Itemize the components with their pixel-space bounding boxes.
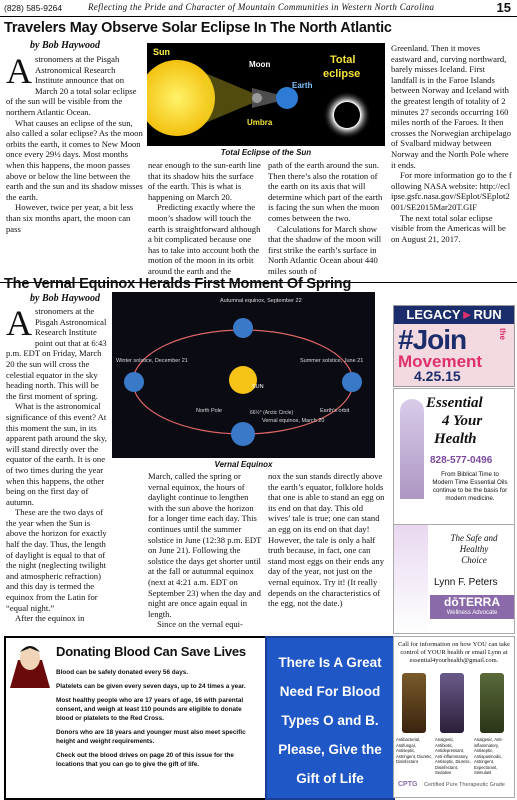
legacy-brand: LEGACY►RUN [394,306,514,324]
earth-winter [124,372,144,392]
autumnal-label: Autumnal equinox, September 22 [220,298,302,304]
equinox-diagram [112,292,375,458]
legacy-side: the [498,328,507,340]
eclipse-image [147,43,385,146]
equinox-caption: Vernal Equinox [214,460,273,469]
eclipse-col4-p1: Greenland. Then it moves eastward and, curving northward, barely misses Iceland. First landfall is in the Faroe Islands between Norway and Iceland with the greatest length of totality of 2 minutes 27 seconds occurring 160 miles north of the Faroes. It then crosses the Norwegian archipelago of Svalbard midway between Norway and the North Pole where it ends. [391,43,512,170]
blood-types-text: There Is A Great Need For Blood Types O and B. Please, Give the Gift of Life [278,655,382,786]
cptg-logo: CPTG [398,781,418,788]
equinox-col1-p2: What is the astronomical significance of this event? At this moment the sun, in its apparent path around the sky, will stand directly over the equator of the earth. It is one of two times during the year when this happens, the other being on the first day of autumn. [6,401,107,507]
legacy-movement: Movement [398,352,483,371]
moon-label: Moon [249,60,271,69]
donate-item: Most healthy people who are 17 years of age, 16 with parental consent, and weigh at least 110 pounds are eligible to donate blood or platelets to the Red Cross. [56,697,244,722]
page-number: 15 [496,0,511,15]
doterra-ad[interactable] [393,524,515,634]
donate-list [56,668,260,769]
essential-phone[interactable]: 828-577-0496 [430,455,493,466]
eclipse-col4-p2: For more information go to the following NASA website: http://eclipse.gsfc.nasa.gov/SEplot/SEplot2001/SE2015Mar20T.GIF [391,170,512,212]
header-phone: (828) 585-9264 [4,3,63,13]
equinox-headline: The Vernal Equinox Heralds First Moment Of Spring [4,276,352,292]
sun-label: SUN [252,384,264,390]
eclipse-dropcap: A [6,54,32,91]
donate-title: Donating Blood Can Save Lives [56,644,262,662]
doterra-name: Lynn F. Peters [434,577,498,588]
earth-vernal [231,422,255,446]
equinox-col-2 [148,471,263,636]
earth-label: Earth [292,81,313,90]
eclipse-col-3 [268,160,385,280]
north-pole-label: North Pole [196,408,222,414]
cptg-footer: Certified Pure Therapeutic Grade [424,782,505,788]
doterra-logo: dōTERRA Wellness Advocate [430,595,514,619]
eclipse-byline: by Bob Haywood [30,40,100,51]
sun-shape [147,60,215,136]
bottle-desc: Analgesic, Antibiotic, Antidepressant, Anti-inflammatory, Antiseptic, Diuretic, Disinfectant, Sedative [435,737,471,775]
essential-title-2: 4 Your [442,413,483,429]
legacy-run-ad[interactable] [393,305,515,387]
earth-autumn [233,318,253,338]
eclipse-caption: Total Eclipse of the Sun [220,148,312,157]
moon-shape [252,93,262,103]
equinox-col-1 [6,306,108,636]
sun-label: Sun [153,47,170,57]
equinox-col1-p4: After the equinox in [15,613,85,624]
donate-blood-ad[interactable] [4,636,268,800]
arctic-label: 66½° (Arctic Circle) [250,410,294,416]
equinox-image [112,292,375,458]
eclipse-col1-p2: What causes an eclipse of the sun, also called a solar eclipse? As the moon orbits the earth, it comes to New Moon once every 29½ days. Most months when this happens, the moon passes above or below the line between the earth and the sun and its shadow misses the earth. [6,117,143,202]
eclipse-diagram [147,43,385,146]
lavender-icon [400,399,424,499]
total-label-2: eclipse [323,68,361,80]
equinox-col3-p1: nox the sun stands directly above the earth’s equator, folklore holds that one is able to stand an egg on its end on that day. This old wives’ tale is true; one can stand an egg on its end on that day! However, the tale is only a half truth because, in fact, one can stand most eggs on their ends any day of the year, not just on the vernal equinox. Try it! (It really depends on the characteristics of the egg, not the date.) [268,471,385,609]
bottle-desc: Antibacterial, Antifungal, Antiseptic, Astringent, Diuretic, Disinfectant [396,737,433,764]
equinox-col1-p3: These are the two days of the year when the Sun is above the horizon for exactly half the day. Thus, the length of daylight is equal to that of the night (neglecting twilight and atmospheric refraction) and this day is termed the equinox from the Latin for “equal night.” [6,507,107,613]
equinox-byline: by Bob Haywood [30,293,100,304]
essential-oils-ad[interactable] [393,636,515,798]
donate-item: Platelets can be given every seven days, up to 24 times a year. [56,683,246,690]
earth-shape [276,87,298,109]
eclipse-headline: Travelers May Observe Solar Eclipse In The North Atlantic [4,20,392,36]
eclipse-col2-p1: near enough to the sun-earth line that its shadow hits the surface of the earth. This is what is happening on March 20. [148,160,261,202]
donate-item: Blood can be safely donated every 56 days. [56,669,189,676]
callinfo-text: Call for information on how YOU can take control of YOUR health or email Lynn at essential4yourhealth@gmail.com. [398,641,510,664]
vernal-label: Vernal equinox, March 20 [262,418,325,424]
page-header [0,0,517,17]
doterra-tagline: The Safe and Healthy Choice [450,533,498,565]
equinox-col2-p2: Since on the vernal equi- [157,619,243,630]
summer-label: Summer solstice, June 21 [300,358,364,364]
equinox-col-3 [268,471,385,636]
header-tagline: Reflecting the Pride and Character of Mountain Communities in Western North Carolina [88,2,435,12]
essential-health-ad[interactable] [393,388,515,525]
essential-blurb: From Biblical Time to Modern Time Essential Oils continue to be the basis for modern medicine. [432,471,508,502]
donate-item: Check out the blood drives on page 20 of this issue for the locations that you can go to give the gift of life. [56,752,234,768]
doterra-flower-panel [394,525,428,633]
eclipse-col1-p1: stronomers at the Pisgah Astronomical Research Institute announce that on March 20 a total solar eclipse of the sun will be visible from the northern Atlantic Ocean. [6,54,137,117]
eclipse-col-4 [391,43,512,280]
oil-bottle-icon [402,673,426,733]
eclipse-col3-p2: Calculations for March show that the shadow of the moon will first strike the earth’s surface in North Atlantic Ocean about 440 miles south of [268,223,382,276]
equinox-col1-p1: stronomers at the Pisgah Astronomical Research Institute point out that at 6:43 p.m. EDT on Friday, March 20 the sun will cross the celestial equator in the sky heading north. This will be the first moment of spring. [6,306,107,401]
eclipse-col-2 [148,160,263,280]
bottle-desc: Analgesic, Anti-inflammatory, Antiseptic, Antispasmodic, Astringent, Expectorant, Stimulant [474,737,503,775]
legacy-join: #Join [398,324,467,355]
oil-bottle-icon [480,673,504,733]
eclipse-col4-p3: The next total solar eclipse visible from the Americas will be on August 21, 2017. [391,212,506,244]
eclipse-col-1 [6,54,143,280]
essential-title-1: Essential [426,395,483,411]
eclipse-col3-p1: path of the earth around the sun. Then there’s also the rotation of the earth on its axis that will determine which part of the earth is facing the sun when the moon comes between the two. [268,160,383,223]
eclipse-col2-p2: Predicting exactly where the moon’s shadow will touch the earth is straightforward although a bit complicated because one has to take into account both the motion of the moon in its orbit around the earth and the [148,202,261,276]
oil-bottle-icon [440,673,464,733]
run-arrow-icon: ► [460,307,474,322]
blood-types-ad[interactable] [265,636,395,800]
vampire-icon [10,642,50,688]
essential-title-3: Health [434,431,477,447]
winter-label: Winter solstice, December 21 [116,358,188,364]
equinox-col2-p1: March, called the spring or vernal equinox, the hours of daylight continue to lengthen with the sun above the horizon for a longer time each day. This continues until the summer solstice in June (12:38 p.m. EDT on June 21). Following the solstice the days get shorter until at the fall or autumnal equinox (next at 4:21 a.m. EDT on September 23) when the day and night are once again equal in length. [148,471,262,619]
legacy-date: 4.25.15 [414,368,461,384]
earth-summer [342,372,362,392]
eclipse-col1-p3: However, twice per year, a bit less than six months apart, the moon can pass [6,202,134,234]
umbra-label: Umbra [247,118,273,127]
equinox-dropcap: A [6,306,32,343]
total-label-1: Total [330,54,356,66]
orbit-label: Earth’s orbit [320,408,350,414]
donate-item: Donors who are 18 years and younger must also meet specific height and weight requirements. [56,729,246,745]
